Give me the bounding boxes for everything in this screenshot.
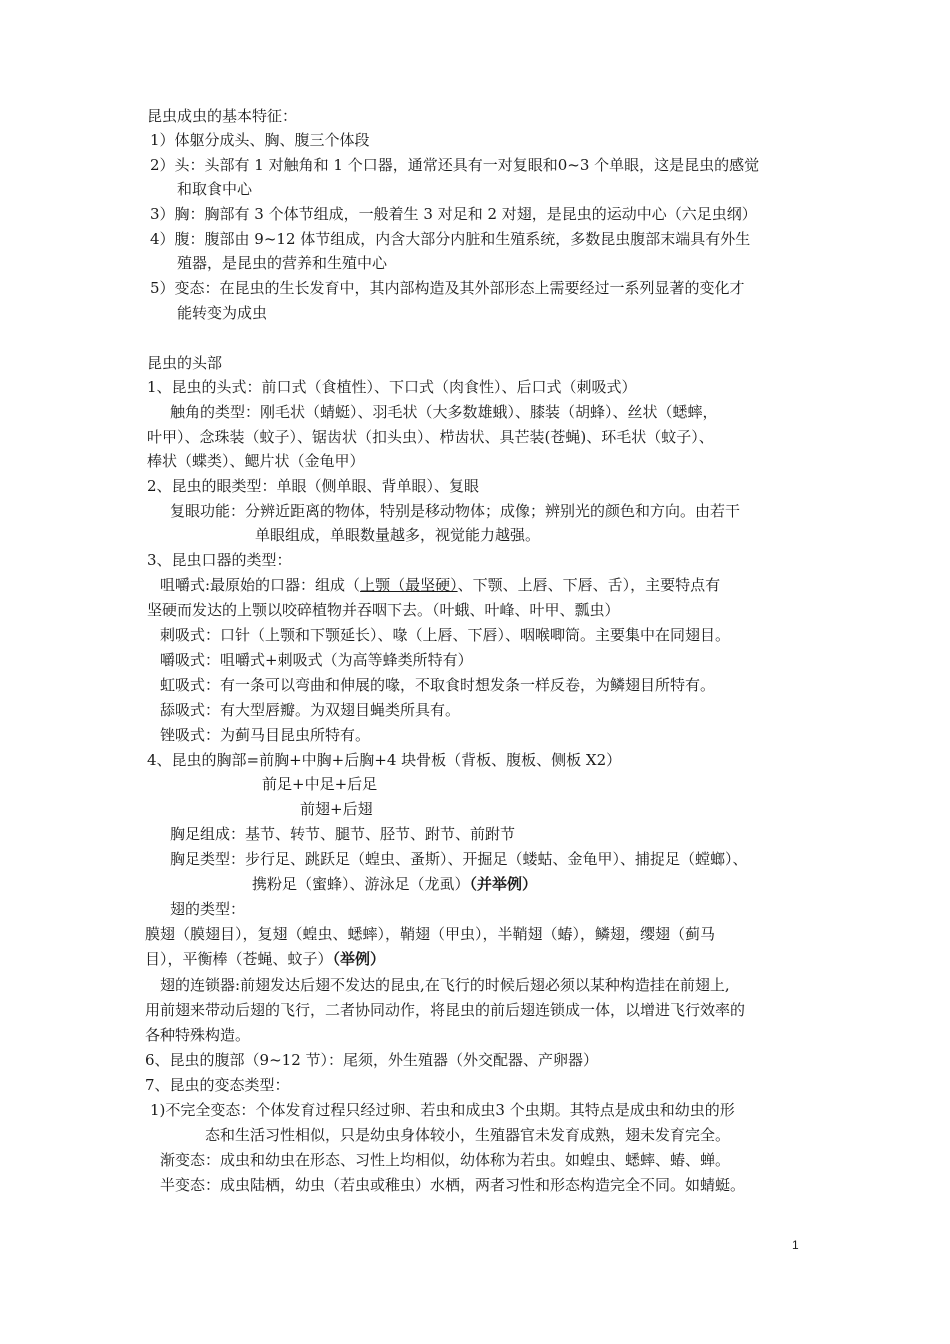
- text-line: 刺吸式：口针（上颚和下颚延长）、喙（上唇、下唇）、咽喉唧筒。主要集中在同翅目。: [160, 626, 731, 644]
- list-item: 3）胸：胸部有 3 个体节组成，一般着生 3 对足和 2 对翅，是昆虫的运动中心（六足虫纲）: [150, 205, 757, 223]
- text-line: 2、昆虫的眼类型：单眼（侧单眼、背单眼）、复眼: [147, 477, 480, 495]
- list-item: 4）腹：腹部由 9~12 体节组成，内含大部分内脏和生殖系统，多数昆虫腹部末端具有外生: [150, 230, 751, 248]
- text-line: 用前翅来带动后翅的飞行，二者协同动作，将昆虫的前后翅连锁成一体，以增进飞行效率的: [145, 1001, 746, 1019]
- text-line: 渐变态：成虫和幼虫在形态、习性上均相似，幼体称为若虫。如蝗虫、蟋蟀、蝽、蝉。: [160, 1151, 731, 1169]
- text-line: 触角的类型：刚毛状（蜻蜓）、羽毛状（大多数雄蛾）、膝装（胡蜂）、丝状（蟋蟀，: [170, 403, 718, 421]
- section-title-head: 昆虫的头部: [147, 354, 223, 372]
- text-line: 舔吸式：有大型唇瓣。为双翅目蝇类所具有。: [160, 701, 461, 719]
- text-line: 翅的类型：: [170, 900, 246, 918]
- text-line: 各种特殊构造。: [145, 1026, 251, 1044]
- bold-text: ）: [370, 950, 386, 968]
- list-item-continuation: 和取食中心: [177, 180, 253, 198]
- bold-text: （并举例: [469, 875, 523, 893]
- text-line: 4、昆虫的胸部=前胸+中胸+后胸+4 块骨板（背板、腹板、侧板 X2）: [147, 751, 622, 769]
- text-line: 6、昆虫的腹部（9~12 节）：尾须，外生殖器（外交配器、产卵器）: [145, 1051, 599, 1069]
- text-line: 翅的连锁器:前翅发达后翅不发达的昆虫,在飞行的时候后翅必须以某种构造挂在前翅上,: [160, 976, 730, 994]
- text-line: 叶甲）、念珠装（蚊子）、锯齿状（扣头虫）、栉齿状、具芒装(苍蝇)、环毛状（蚊子）、: [147, 428, 714, 446]
- text-line: 半变态：成虫陆栖，幼虫（若虫或稚虫）水栖，两者习性和形态构造完全不同。如蜻蜓。: [160, 1176, 746, 1194]
- text-line: 单眼组成，单眼数量越多，视觉能力越强。: [255, 526, 541, 544]
- text-line: 锉吸式：为蓟马目昆虫所特有。: [160, 726, 371, 744]
- text-line: 3、昆虫口器的类型：: [147, 551, 292, 569]
- text-segment: 携粉足（蜜蜂）、游泳足（龙虱）: [252, 875, 470, 893]
- page-number: 1: [792, 1238, 799, 1252]
- text-segment: 目），平衡棒（苍蝇、蚊子）: [145, 950, 333, 968]
- text-line: 前足+中足+后足: [262, 775, 378, 793]
- text-line: [252, 874, 537, 894]
- text-line: 棒状（蝶类）、鳃片状（金龟甲）: [147, 452, 365, 470]
- list-item: 5）变态：在昆虫的生长发育中，其内部构造及其外部形态上需要经过一系列显著的变化才: [150, 279, 745, 297]
- bold-text: ）: [522, 875, 538, 893]
- text-line: 前翅+后翅: [300, 800, 373, 818]
- text-line: 复眼功能：分辨近距离的物体，特别是移动物体；成像；辨别光的颜色和方向。由若干: [170, 502, 741, 520]
- text-line: 嚼吸式：咀嚼式+刺吸式（为高等蜂类所特有）: [160, 651, 473, 669]
- text-line: 胸足类型：步行足、跳跃足（蝗虫、蚤斯）、开掘足（蝼蛄、金龟甲）、捕捉足（螳螂）、: [170, 850, 748, 868]
- text-line: 1)不完全变态：个体发育过程只经过卵、若虫和成虫3 个虫期。其特点是成虫和幼虫的形: [150, 1101, 735, 1119]
- section-title-adult-features: 昆虫成虫的基本特征：: [147, 107, 298, 125]
- bold-text: （举例: [332, 950, 371, 968]
- text-segment: 、下颚、上唇、下唇、舌），主要特点有: [457, 576, 721, 594]
- list-item: 2）头：头部有 1 对触角和 1 个口器，通常还具有一对复眼和0~3 个单眼，这是昆虫的感觉: [150, 156, 760, 174]
- text-line: 坚硬而发达的上颚以咬碎植物并吞咽下去。（叶蛾、叶峰、叶甲、瓢虫）: [147, 601, 620, 619]
- list-item-continuation: 殖器，是昆虫的营养和生殖中心: [177, 254, 388, 272]
- text-line: 7、昆虫的变态类型：: [145, 1076, 290, 1094]
- list-item: 1）体躯分成头、胸、腹三个体段: [150, 131, 370, 149]
- text-line: [160, 575, 720, 595]
- text-segment: 咀嚼式:最原始的口器：组成（: [160, 576, 361, 594]
- text-line: 1、昆虫的头式：前口式（食植性）、下口式（肉食性）、后口式（刺吸式）: [147, 378, 637, 396]
- text-line: 态和生活习性相似，只是幼虫身体较小，生殖器官未发育成熟，翅未发育完全。: [205, 1126, 731, 1144]
- text-line: 胸足组成：基节、转节、腿节、胫节、跗节、前跗节: [170, 825, 516, 843]
- list-item-continuation: 能转变为成虫: [177, 304, 268, 322]
- text-line: 膜翅（膜翅目），复翅（蝗虫、蟋蟀），鞘翅（甲虫），半鞘翅（蝽），鳞翅，缨翅（蓟马: [145, 925, 716, 943]
- underlined-text: 上颚（最坚硬）: [360, 576, 458, 594]
- text-line: [145, 949, 385, 969]
- text-line: 虹吸式：有一条可以弯曲和伸展的喙，不取食时想发条一样反卷，为鳞翅目所特有。: [160, 676, 716, 694]
